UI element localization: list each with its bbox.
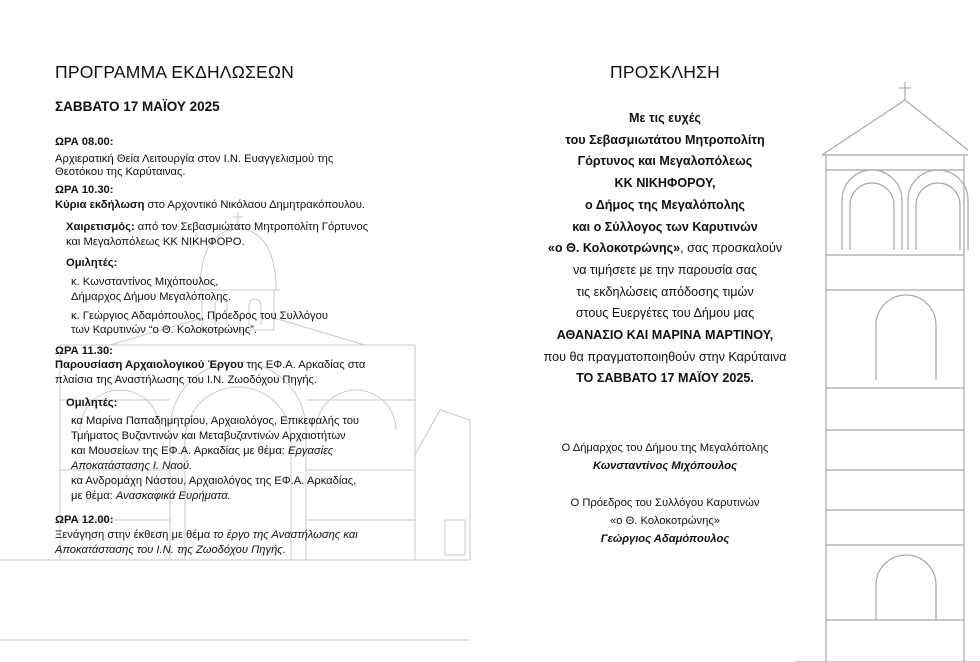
invitation-line-9: τις εκδηλώσεις απόδοσης τιμών	[576, 284, 754, 299]
invitation-line-8: να τιμήσετε με την παρουσία σας	[572, 262, 758, 277]
invitation-line-3: Γόρτυνος και Μεγαλοπόλεως	[577, 154, 753, 169]
invitation-line-11: ΑΘΑΝΑΣΙΟ ΚΑΙ ΜΑΡΙΝΑ ΜΑΡΤΙΝΟΥ,	[556, 328, 774, 343]
invitation-line-7-bold: «ο Θ. Κολοκοτρώνης»	[547, 241, 681, 256]
session2-speaker1-line1: κ. Κωνσταντίνος Μιχόπουλος,	[71, 276, 219, 288]
session3-speaker1-line3-plain: και Μουσείων της ΕΦ.Α. Αρκαδίας με θέμα:	[71, 445, 289, 457]
invitation-line-4: ΚΚ ΝΙΚΗΦΟΡΟΥ,	[614, 176, 716, 191]
session4-time: ΩΡΑ 12.00:	[55, 514, 114, 526]
session3-main-rest: της ΕΦ.Α. Αρκαδίας στα	[243, 359, 366, 371]
session1-time: ΩΡΑ 08.00:	[55, 136, 114, 148]
greeting-label: Χαιρετισμός:	[66, 221, 135, 233]
invitation-line-10: στους Ευεργέτες του Δήμου μας	[575, 306, 755, 321]
signature-president-role: Ο Πρόεδρος του Συλλόγου Καρυτινών	[570, 497, 760, 509]
session3-speakers-label: Ομιλητές:	[66, 397, 118, 409]
invitation-line-5: ο Δήμος της Μεγαλόπολης	[585, 197, 745, 212]
session2-time: ΩΡΑ 10.30:	[55, 184, 114, 196]
session4-line2: Αποκατάστασης του Ι.Ν. της Ζωοδόχου Πηγής.	[55, 544, 286, 556]
session3-speaker2-line2	[71, 488, 231, 505]
invitation-title: ΠΡΟΣΚΛΗΣΗ	[610, 62, 720, 82]
session3-speaker1-line1: κα Μαρίνα Παπαδημητρίου, Αρχαιολόγος, Επικεφαλής του	[71, 415, 360, 427]
session4-line1-plain: Ξενάγηση στην έκθεση με θέμα	[55, 529, 214, 541]
session3-speaker2-line2-plain: με θέμα:	[71, 490, 116, 502]
invitation-line-7-rest: , σας προσκαλούν	[680, 241, 783, 256]
session3-speaker1-line3-italic: Εργασίες	[288, 445, 334, 457]
session3-speaker2-line1: κα Ανδρομάχη Νάστου, Αρχαιολόγος της ΕΦ.Α. Αρκαδίας,	[71, 475, 357, 487]
invitation-line-13: ΤΟ ΣΑΒΒΑΤΟ 17 ΜΑΪΟΥ 2025.	[576, 371, 754, 386]
invitation-body	[455, 108, 875, 390]
session2-speaker1-line2: Δήμαρχος Δήμου Μεγαλόπολης.	[71, 291, 231, 303]
invitation-line-6: και ο Σύλλογος των Καρυτινών	[572, 219, 758, 234]
session2-main-rest: στο Αρχοντικό Νικόλαου Δημητρακόπουλου.	[144, 199, 365, 211]
session2-speaker2-line2: των Καρυτινών “ο Θ. Κολοκοτρώνης”.	[71, 324, 257, 336]
invitation-line-7	[455, 238, 875, 260]
invitation-line-2: του Σεβασμιωτάτου Μητροπολίτη	[565, 132, 765, 147]
signature-president-name: Γεώργιος Αδαμόπουλος	[600, 533, 730, 545]
session3-time: ΩΡΑ 11.30:	[55, 345, 113, 357]
signature-mayor-role: Ο Δήμαρχος του Δήμου της Μεγαλόπολης	[561, 442, 769, 454]
session3-main-bold: Παρουσίαση Αρχαιολογικού Έργου	[55, 359, 244, 371]
signature-president	[455, 494, 875, 548]
signature-president-org: «ο Θ. Κολοκοτρώνης»	[610, 515, 720, 527]
session1-line1: Αρχιερατική Θεία Λειτουργία στον Ι.Ν. Ευαγγελισμού της	[55, 153, 334, 165]
session2-main-bold: Κύρια εκδήλωση	[55, 199, 145, 211]
invitation-line-1: Με τις ευχές	[629, 111, 701, 125]
session2-greeting-line2: και Μεγαλοπόλεως ΚΚ ΝΙΚΗΦΟΡΟ.	[66, 236, 245, 248]
session3-speaker1-line2: Τμήματος Βυζαντινών και Μεταβυζαντινών Αρχαιοτήτων	[71, 430, 346, 442]
signature-mayor-name: Κωνσταντίνος Μιχόπουλος	[592, 460, 738, 472]
greeting-text: από τον Σεβασμιώτατο Μητροπολίτη Γόρτυνος	[134, 221, 369, 233]
session3-line2: πλαίσια της Αναστήλωσης του Ι.Ν. Ζωοδόχου Πηγής.	[55, 374, 318, 386]
program-title: ΠΡΟΓΡΑΜΜΑ ΕΚΔΗΛΩΣΕΩΝ	[55, 62, 294, 82]
program-date: ΣΑΒΒΑΤΟ 17 ΜΑΪΟΥ 2025	[55, 99, 220, 114]
session1-line2: Θεοτόκου της Καρύταινας.	[55, 166, 186, 178]
session2-speakers-label: Ομιλητές:	[66, 257, 118, 269]
session2-speaker2-line1: κ. Γεώργιος Αδαμόπουλος, Πρόεδρος του Συλλόγου	[71, 310, 328, 322]
session3-speaker1-line4: Αποκατάστασης Ι. Ναού.	[71, 460, 193, 472]
session2-main	[55, 197, 365, 214]
invitation-line-12: που θα πραγματοποιηθούν στην Καρύταινα	[543, 349, 787, 364]
signature-mayor	[455, 439, 875, 475]
session3-speaker2-line2-italic: Ανασκαφικά Ευρήματα.	[115, 490, 231, 502]
session4-line1-italic: το έργο της Αναστήλωσης και	[213, 529, 358, 541]
